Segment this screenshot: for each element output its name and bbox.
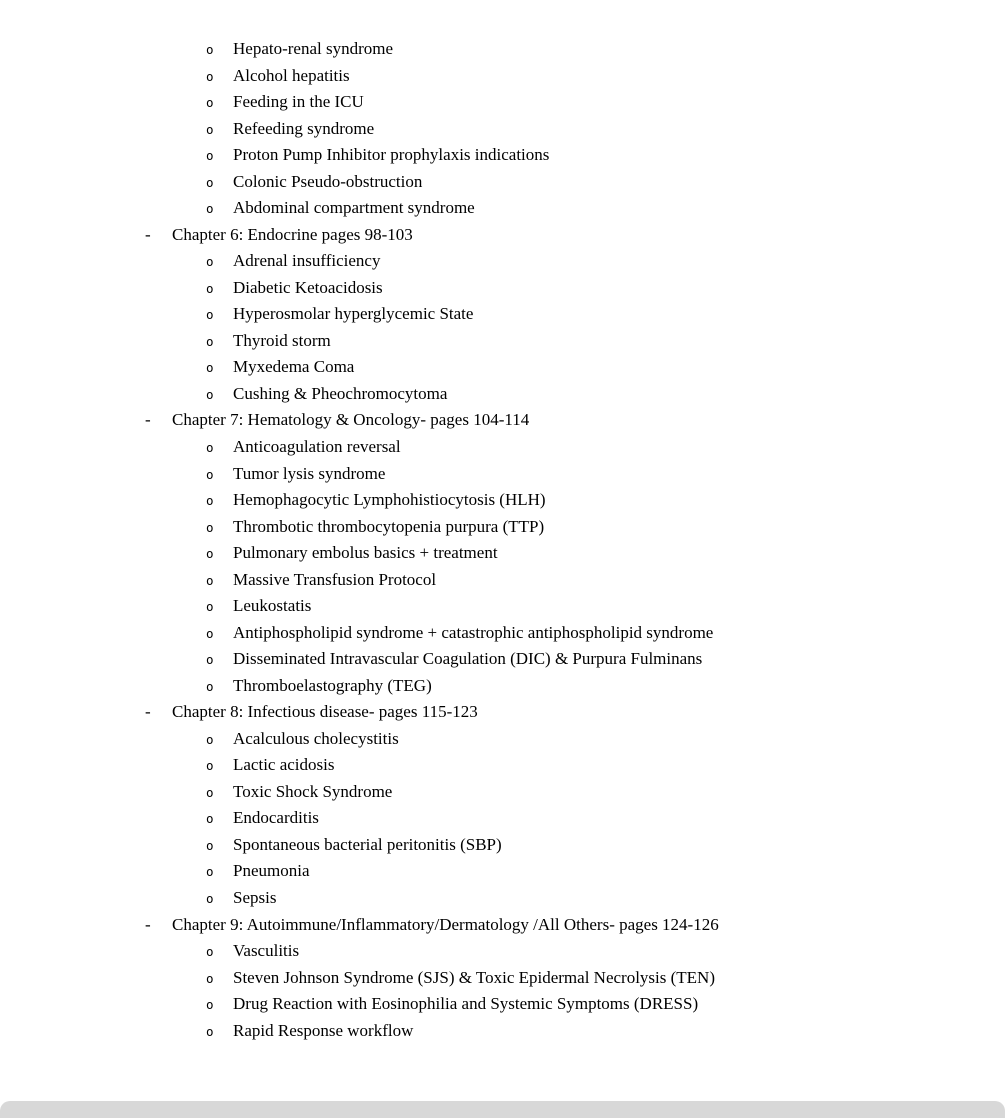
page-bottom-band (0, 1101, 1005, 1118)
toc-subitem (0, 805, 1005, 832)
toc-subitem-label: Hyperosmolar hyperglycemic State (233, 304, 474, 324)
toc-subitem (0, 169, 1005, 196)
toc-subitem (0, 673, 1005, 700)
toc-subitem-label: Feeding in the ICU (233, 92, 364, 112)
toc-subitem (0, 328, 1005, 355)
toc-subitem (0, 938, 1005, 965)
circle-bullet-icon: o (206, 519, 214, 535)
circle-bullet-icon: o (206, 891, 214, 906)
toc-subitem (0, 540, 1005, 567)
toc-subitem-label: Tumor lysis syndrome (233, 463, 386, 483)
toc-subitem-label: Pneumonia (233, 861, 310, 881)
circle-bullet-icon: o (206, 201, 214, 217)
circle-bullet-icon: o (206, 148, 214, 164)
toc-subitem-label: Abdominal compartment syndrome (233, 198, 475, 218)
toc-subitem (0, 275, 1005, 302)
toc-chapter-label: Chapter 6: Endocrine pages 98-103 (172, 224, 413, 244)
circle-bullet-icon: o (206, 121, 214, 137)
toc-subitem (0, 142, 1005, 169)
toc-subitem-label: Hemophagocytic Lymphohistiocytosis (HLH) (233, 490, 546, 510)
toc-subitem (0, 1018, 1005, 1045)
circle-bullet-icon: o (206, 837, 214, 853)
toc-subitem-label: Cushing & Pheochromocytoma (233, 383, 448, 403)
toc-subitem-label: Endocarditis (233, 808, 319, 828)
circle-bullet-icon: o (206, 599, 214, 615)
circle-bullet-icon: o (206, 466, 214, 482)
toc-subitem-label: Hepato-renal syndrome (233, 39, 394, 58)
circle-bullet-icon: o (206, 1023, 214, 1039)
toc-subitem (0, 63, 1005, 90)
toc-subitem (0, 593, 1005, 620)
table-of-contents (0, 36, 1005, 1044)
dash-bullet-icon: - (145, 224, 151, 244)
circle-bullet-icon: o (206, 784, 214, 800)
circle-bullet-icon: o (206, 864, 214, 880)
toc-subitem (0, 461, 1005, 488)
toc-subitem-label: Alcohol hepatitis (233, 65, 350, 85)
toc-subitem-label: Steven Johnson Syndrome (SJS) & Toxic Epidermal Necrolysis (TEN) (233, 967, 715, 987)
toc-subitem (0, 301, 1005, 328)
toc-subitem-label: Toxic Shock Syndrome (233, 781, 393, 801)
toc-subitem (0, 381, 1005, 408)
circle-bullet-icon: o (206, 572, 214, 588)
toc-subitem-label: Acalculous cholecystitis (233, 728, 399, 748)
toc-subitem (0, 885, 1005, 912)
toc-subitem (0, 354, 1005, 381)
toc-subitem (0, 726, 1005, 753)
toc-subitem-label: Diabetic Ketoacidosis (233, 277, 383, 297)
toc-subitem (0, 832, 1005, 859)
dash-bullet-icon: - (145, 702, 151, 722)
toc-subitem (0, 514, 1005, 541)
toc-subitem-label: Rapid Response workflow (233, 1020, 414, 1040)
toc-subitem (0, 858, 1005, 885)
toc-subitem (0, 487, 1005, 514)
toc-subitem-label: Thrombotic thrombocytopenia purpura (TTP) (233, 516, 545, 536)
toc-subitem (0, 779, 1005, 806)
toc-subitem (0, 991, 1005, 1018)
circle-bullet-icon: o (206, 731, 214, 747)
toc-subitem-label: Disseminated Intravascular Coagulation (DIC) & Purpura Fulminans (233, 649, 703, 669)
toc-subitem-label: Thromboelastography (TEG) (233, 675, 432, 695)
circle-bullet-icon: o (206, 758, 214, 774)
circle-bullet-icon: o (206, 997, 214, 1013)
toc-subitem-label: Spontaneous bacterial peritonitis (SBP) (233, 834, 502, 854)
toc-subitem (0, 620, 1005, 647)
circle-bullet-icon: o (206, 678, 214, 694)
dash-bullet-icon: - (145, 410, 151, 430)
circle-bullet-icon: o (206, 360, 214, 376)
toc-subitem-label: Refeeding syndrome (233, 118, 375, 138)
toc-subitem (0, 116, 1005, 143)
toc-subitem-label: Pulmonary embolus basics + treatment (233, 543, 498, 563)
toc-subitem (0, 965, 1005, 992)
circle-bullet-icon: o (206, 174, 214, 190)
toc-subitem-label: Vasculitis (233, 941, 300, 961)
toc-chapter-label: Chapter 8: Infectious disease- pages 115-123 (172, 702, 478, 722)
toc-subitem-label: Lactic acidosis (233, 755, 335, 775)
circle-bullet-icon: o (206, 625, 214, 641)
toc-chapter (0, 407, 1005, 434)
toc-subitem (0, 36, 1005, 63)
circle-bullet-icon: o (206, 333, 214, 349)
toc-subitem-label: Antiphospholipid syndrome + catastrophic antiphospholipid syndrome (233, 622, 714, 642)
circle-bullet-icon: o (206, 546, 214, 562)
circle-bullet-icon: o (206, 307, 214, 323)
toc-subitem-label: Anticoagulation reversal (233, 436, 401, 456)
toc-subitem-label: Drug Reaction with Eosinophilia and Systemic Symptoms (DRESS) (233, 994, 699, 1014)
circle-bullet-icon: o (206, 970, 214, 986)
circle-bullet-icon: o (206, 439, 214, 455)
circle-bullet-icon: o (206, 95, 214, 111)
circle-bullet-icon: o (206, 68, 214, 84)
dash-bullet-icon: - (145, 914, 151, 934)
circle-bullet-icon: o (206, 811, 214, 827)
toc-subitem-label: Thyroid storm (233, 330, 331, 350)
toc-subitem (0, 195, 1005, 222)
circle-bullet-icon: o (206, 42, 214, 57)
circle-bullet-icon: o (206, 254, 214, 270)
toc-chapter (0, 699, 1005, 726)
toc-subitem-label: Colonic Pseudo-obstruction (233, 171, 423, 191)
circle-bullet-icon: o (206, 493, 214, 509)
toc-subitem (0, 434, 1005, 461)
circle-bullet-icon: o (206, 280, 214, 296)
toc-subitem (0, 248, 1005, 275)
toc-chapter (0, 912, 1005, 939)
toc-subitem-label: Adrenal insufficiency (233, 251, 381, 271)
toc-subitem-label: Sepsis (233, 888, 277, 907)
toc-subitem-label: Proton Pump Inhibitor prophylaxis indications (233, 145, 550, 165)
toc-subitem-label: Myxedema Coma (233, 357, 355, 377)
circle-bullet-icon: o (206, 944, 214, 960)
toc-subitem (0, 752, 1005, 779)
toc-chapter-label: Chapter 7: Hematology & Oncology- pages 104-114 (172, 410, 530, 430)
toc-chapter (0, 222, 1005, 249)
toc-subitem-label: Leukostatis (233, 596, 312, 616)
toc-subitem (0, 89, 1005, 116)
toc-subitem-label: Massive Transfusion Protocol (233, 569, 437, 589)
toc-subitem (0, 567, 1005, 594)
toc-chapter-label: Chapter 9: Autoimmune/Inflammatory/Dermatology /All Others- pages 124-126 (172, 914, 719, 934)
circle-bullet-icon: o (206, 386, 214, 402)
circle-bullet-icon: o (206, 652, 214, 668)
toc-subitem (0, 646, 1005, 673)
